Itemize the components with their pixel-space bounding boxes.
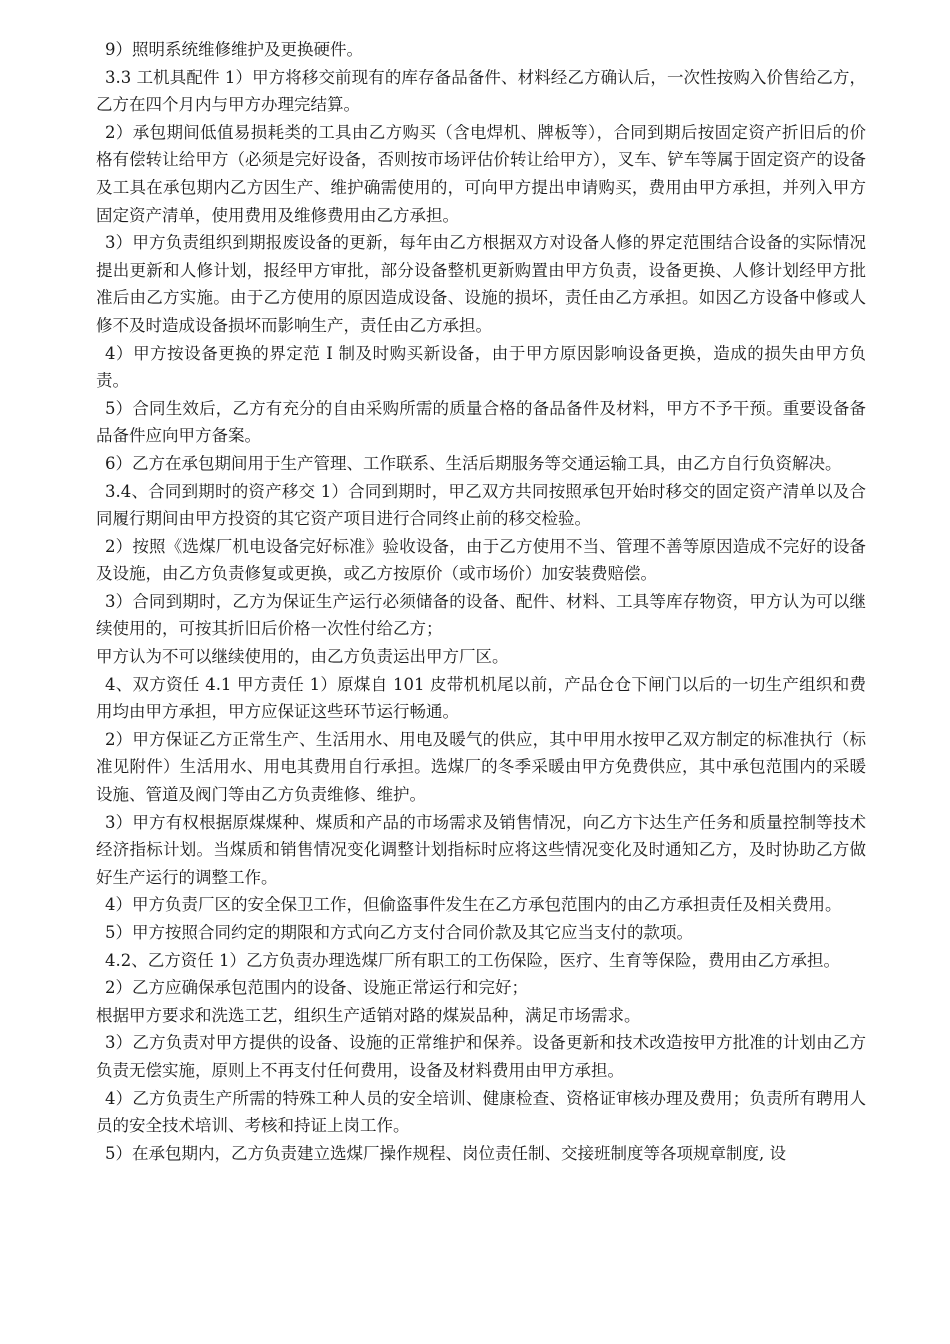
document-body — [96, 36, 866, 1167]
paragraph-3: 2）承包期间低值易损耗类的工具由乙方购买（含电焊机、牌板等），合同到期后按固定资产折旧后的价格有偿转让给甲方（必须是完好设备，否则按市场评估价转让给甲方），叉车、铲车等属于固定资产的设备及工具在承包期内乙方因生产、维护确需使用的，可向甲方提出申请购买，费用由甲方承担，并列入甲方固定资产清单，使用费用及维修费用由乙方承担。 — [96, 122, 866, 225]
paragraph-19: 根据甲方要求和洗选工艺，组织生产适销对路的煤炭品种，满足市场需求。 — [96, 1005, 641, 1025]
paragraph-6: 5）合同生效后，乙方有充分的自由采购所需的质量合格的备品备件及材料，甲方不予干预。重要设备备品备件应向甲方备案。 — [96, 398, 866, 446]
paragraph-14: 3）甲方有权根据原煤煤种、煤质和产品的市场需求及销售情况，向乙方卞达生产任务和质量控制等技术经济指标计划。当煤质和销售情况变化调整计划指标时应将这些情况变化及时通知乙方，及时协助乙方做好生产运行的调整工作。 — [96, 812, 866, 887]
paragraph-15: 4）甲方负责厂区的安全保卫工作，但偷盗事件发生在乙方承包范围内的由乙方承担责任及相关费用。 — [105, 895, 842, 915]
paragraph-1: 9）照明系统维修维护及更换硬件。 — [105, 40, 363, 59]
paragraph-9: 2）按照《选煤厂机电设备完好标准》验收设备，由于乙方使用不当、管理不善等原因造成不完好的设备及设施，由乙方负责修复或更换，或乙方按原价（或市场价）加安装费赔偿。 — [96, 536, 866, 584]
paragraph-17: 4.2、乙方资任 1）乙方负责办理选煤厂所有职工的工伤保险，医疗、生育等保险，费用由乙方承担。 — [105, 950, 840, 970]
paragraph-11: 甲方认为不可以继续使用的，由乙方负责运出甲方厂区。 — [96, 647, 509, 667]
paragraph-13: 2）甲方保证乙方正常生产、生活用水、用电及暖气的供应，其中甲用水按甲乙双方制定的标准执行（标准见附件）生活用水、用电其费用自行承担。选煤厂的冬季采暖由甲方免费供应，其中承包范围内的采暖设施、管道及阀门等由乙方负责维修、维护。 — [96, 729, 866, 805]
paragraph-4: 3）甲方负责组织到期报废设备的更新，每年由乙方根据双方对设备人修的界定范围结合设备的实际情况提出更新和人修计划，报经甲方审批，部分设备整机更新购置由甲方负责，设备更换、人修计划经甲方批准后由乙方实施。由于乙方使用的原因造成设备、设施的损坏，责任由乙方承担。如因乙方设备中修或人修不及时造成设备损坏而影响生产，责任由乙方承担。 — [96, 233, 866, 335]
paragraph-18: 2）乙方应确保承包范围内的设备、设施正常运行和完好； — [105, 978, 528, 998]
paragraph-10: 3）合同到期时，乙方为保证生产运行必须储备的设备、配件、材料、工具等库存物资，甲方认为可以继续使用的，可按其折旧后价格一次性付给乙方； — [96, 591, 866, 639]
paragraph-2: 3.3 工机具配件 1）甲方将移交前现有的库存备品备件、材料经乙方确认后，一次性按购入价售给乙方，乙方在四个月内与甲方办理完结算。 — [96, 67, 866, 115]
paragraph-16: 5）甲方按照合同约定的期限和方式向乙方支付合同价款及其它应当支付的款项。 — [105, 923, 693, 942]
paragraph-8: 3.4、合同到期时的资产移交 1）合同到期时，甲乙双方共同按照承包开始时移交的固定资产清单以及合同履行期间由甲方投资的其它资产项目进行合同终止前的移交检验。 — [96, 481, 866, 529]
paragraph-22: 5）在承包期内，乙方负责建立选煤厂操作规程、岗位责任制、交接班制度等各项规章制度, 设 — [105, 1143, 786, 1163]
paragraph-21: 4）乙方负责生产所需的特殊工种人员的安全培训、健康检查、资格证审核办理及费用；负责所有聘用人员的安全技术培训、考核和持证上岗工作。 — [96, 1088, 866, 1136]
paragraph-20: 3）乙方负责对甲方提供的设备、设施的正常维护和保养。设备更新和技术改造按甲方批准的计划由乙方负责无偿实施，原则上不再支付任何费用，设备及材料费用由甲方承担。 — [96, 1033, 866, 1080]
paragraph-12: 4、双方资任 4.1 甲方责任 1）原煤自 101 皮带机机尾以前，产品仓仓下闸门以后的一切生产组织和费用均由甲方承担，甲方应保证这些环节运行畅通。 — [96, 674, 866, 722]
paragraph-7: 6）乙方在承包期间用于生产管理、工作联系、生活后期服务等交通运输工具，由乙方自行负资解决。 — [105, 453, 842, 473]
paragraph-5: 4）甲方按设备更换的界定范 I 制及时购买新设备，由于甲方原因影响设备更换，造成的损失由甲方负责。 — [96, 343, 866, 391]
